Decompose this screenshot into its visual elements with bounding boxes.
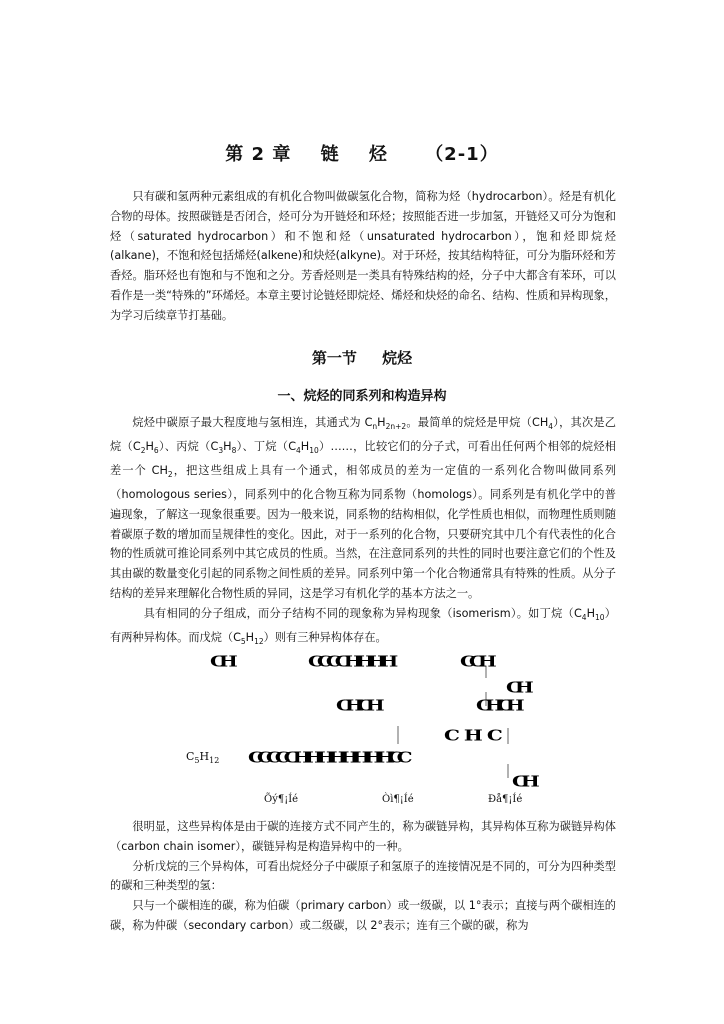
structure-fragment: CCH	[460, 652, 490, 670]
section-number: 第一节	[311, 349, 357, 367]
section-heading	[0, 347, 724, 368]
isomer-name-1: Õý¶¡Íé	[264, 794, 299, 805]
closing-paragraphs	[110, 817, 616, 936]
chapter-title-char-2: 烃	[368, 144, 388, 165]
chapter-code: （2-1）	[425, 144, 499, 165]
primary-carbon-text: 只与一个碳相连的碳，称为伯碳（primary carbon）或一级碳，以 1°表示；直接与两个碳相连的碳，称为仲碳（secondary carbon）或二级碳，以 2°表示；连有三个碳的碳，称为	[110, 899, 616, 932]
structure-fragment: CH	[512, 772, 533, 790]
structure-fragment: CH	[506, 678, 527, 696]
structure-fragment: CHCH	[336, 696, 378, 714]
chapter-number: 第 2 章	[225, 144, 292, 165]
chapter-title	[0, 140, 724, 166]
carbon-types-text: 分析戊烷的三个异构体，可看出烷烃分子中碳原子和氢原子的连接情况是不同的，可分为四种类型的碳和三种类型的氢：	[110, 859, 616, 893]
subsection-heading: 一、烷烃的同系列和构造异构	[277, 389, 447, 404]
isomer-name-3: Ðå¶¡Íé	[488, 794, 523, 805]
chain-isomer-text: 很明显，这些异构体是由于碳的连接方式不同产生的，称为碳链异构，其异构体互称为碳链异构体（carbon chain isomer），碳链异构是构造异构中的一种。	[110, 820, 616, 853]
homolog-text: 烷烃中碳原子最大程度地与氢相连，其通式为 $C_nH_{2n+2}$。最简单的烷烃是甲烷$(CH_4)$，其次是乙烷$(C_2H_6)$、丙烷$(C_3H_8)$、丁烷$(C_4H_{10})\dots\dots$，比较它们的分子式，可看出任何两个相邻的烷烃相差一个 $CH_2$，把这些组成上具有一个通式，相邻成员的差为一定值的一系列化合物叫做同系列（homologous series），同系列中的化合物互称为同系物（homologs）。同系列是有机化学中的普遍现象，了解这一现象很重要。因为一般来说，同系物的结构相似，化学性质也相似，而物理性质则随着碳原子数的增加而呈规律性的变化。因此，对于一系列的化合物，只要研究其中几个有代表性的化合物的性质就可推论同系列中其它成员的性质。当然，在注意同系列的共性的同时也要注意它们的个性及其由碳的数量变化引起的同系物之间性质的差异。同系列中第一个化合物通常具有特殊的性质。从分子结构的差异来理解化合物性质的异同，这是学习有机化学的基本方法之一。	[110, 416, 616, 601]
intro-text: 只有碳和氢两种元素组成的有机化合物叫做碳氢化合物，简称为烃（hydrocarbon）。烃是有机化合物的母体。按照碳链是否闭合，烃可分为开链烃和环烃；按照能否进一步加氢，开链烃又可分为饱和烃（saturated hydrocarbon）和不饱和烃（unsaturated hydrocarbon），饱和烃即烷烃(alkane)，不饱和烃包括烯烃(alkene)和炔烃(alkyne)。对于环烃，按其结构特征，可分为脂环烃和芳香烃。脂环烃也有饱和与不饱和之分。芳香烃则是一类具有特殊结构的烃，分子中大都含有苯环，可以看作是一类“特殊的”环烯烃。本章主要讨论链烃即烷烃、烯烃和炔烃的命名、结构、性质和异构现象，为学习后续章节打基础。	[110, 190, 616, 322]
isomer-structures-figure	[186, 648, 533, 808]
isomer-text: 具有相同的分子组成，而分子结构不同的现象称为异构现象（isomerism）。如丁烷$(C_4H_{10})$有两种异构体。而戊烷$(C_5H_{12})$则有三种异构体存在。	[110, 606, 616, 647]
structure-fragment: CH	[210, 652, 231, 670]
chapter-title-char-1: 链	[320, 144, 340, 165]
structure-fragment: CHC	[444, 726, 507, 744]
structure-fragment: CHCH	[476, 696, 518, 714]
pentane-formula: $C_5H_{12}$	[186, 750, 220, 766]
homolog-paragraph	[110, 413, 616, 652]
structure-fragment: CCCCCHHHHHHHHCC	[248, 748, 406, 766]
intro-paragraph	[110, 187, 616, 326]
section-name: 烷烃	[382, 349, 413, 367]
structure-fragment: CCCCHHHH	[308, 652, 392, 670]
isomer-name-2: Òì¶¡Íé	[382, 794, 414, 805]
